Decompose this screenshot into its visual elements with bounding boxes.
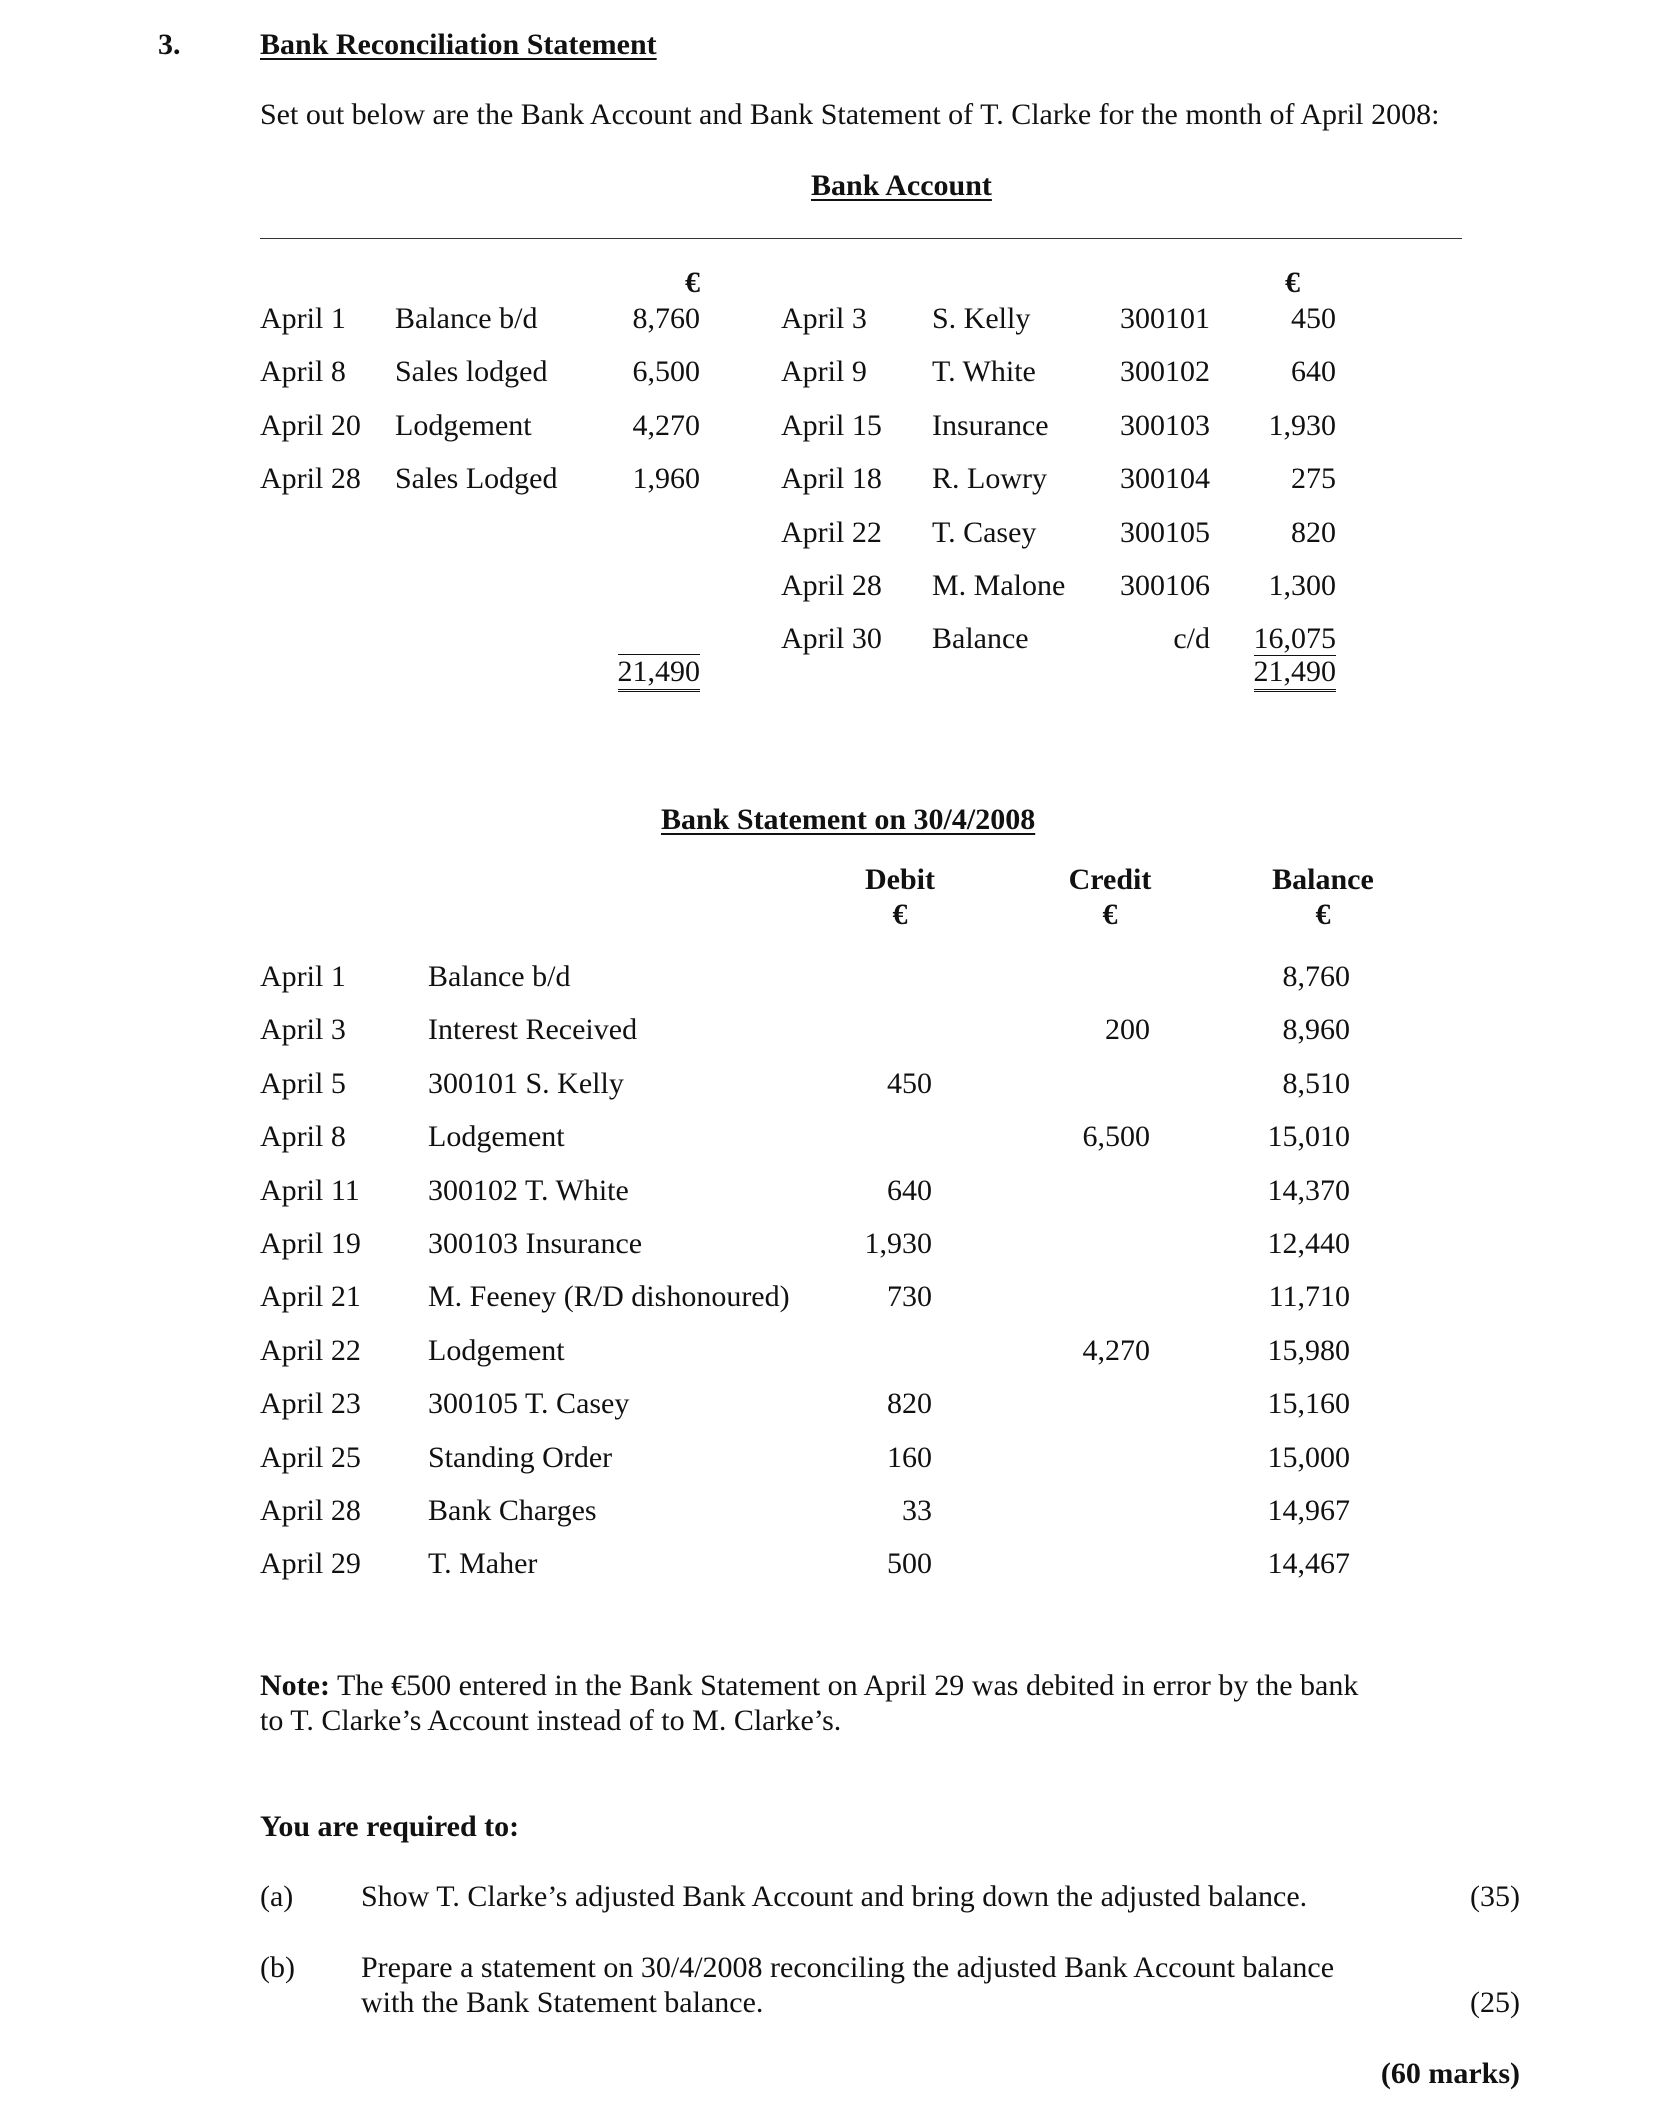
note-label: Note: bbox=[260, 1669, 330, 1702]
statement-date: April 3 bbox=[260, 1013, 346, 1047]
statement-date: April 21 bbox=[260, 1280, 361, 1314]
statement-date: April 8 bbox=[260, 1120, 346, 1154]
statement-details: Lodgement bbox=[428, 1333, 565, 1367]
debit-header: Debit bbox=[865, 863, 935, 896]
debit-total: 21,490 bbox=[600, 657, 700, 687]
credit-ref: 300104 bbox=[1120, 462, 1210, 496]
statement-date: April 22 bbox=[260, 1333, 361, 1367]
requirements-heading: You are required to: bbox=[260, 1810, 520, 1843]
statement-details: Bank Charges bbox=[428, 1494, 597, 1527]
statement-details: Lodgement bbox=[428, 1120, 565, 1154]
credit-details: R. Lowry bbox=[932, 462, 1047, 496]
credit-currency-symbol: € bbox=[1285, 266, 1300, 299]
credit-date: April 30 bbox=[781, 622, 882, 656]
note-text-1: The €500 entered in the Bank Statement on April 29 was debited in error by the bank bbox=[336, 1669, 1359, 1702]
statement-debit: 500 bbox=[887, 1547, 932, 1581]
statement-debit: 160 bbox=[887, 1440, 932, 1474]
requirement-a-text: Show T. Clarke’s adjusted Bank Account and bring down the adjusted balance. bbox=[361, 1880, 1308, 1913]
statement-debit: 1,930 bbox=[864, 1227, 932, 1260]
credit-amount: 640 bbox=[1291, 355, 1336, 389]
debit-amount: 8,760 bbox=[632, 302, 700, 335]
credit-details: T. Casey bbox=[932, 515, 1037, 549]
statement-credit: 6,500 bbox=[1082, 1120, 1150, 1154]
question-number: 3. bbox=[158, 28, 181, 61]
debit-details: Sales Lodged bbox=[395, 462, 558, 496]
credit-ref: 300102 bbox=[1120, 355, 1210, 389]
requirement-a-label: (a) bbox=[260, 1880, 294, 1913]
statement-debit: 640 bbox=[887, 1173, 932, 1207]
statement-date: April 23 bbox=[260, 1387, 361, 1421]
credit-header: Credit bbox=[1068, 863, 1152, 896]
debit-amount: 1,960 bbox=[632, 462, 700, 496]
statement-details: M. Feeney (R/D dishonoured) bbox=[428, 1280, 790, 1314]
credit-date: April 15 bbox=[781, 408, 882, 442]
credit-ref: 300103 bbox=[1120, 408, 1210, 442]
credit-date: April 3 bbox=[781, 302, 867, 335]
debit-date: April 1 bbox=[260, 302, 346, 335]
credit-amount: 450 bbox=[1291, 302, 1336, 335]
bank-statement-title: Bank Statement on 30/4/2008 bbox=[661, 803, 1036, 836]
statement-date: April 29 bbox=[260, 1547, 361, 1581]
debit-amount: 6,500 bbox=[632, 355, 700, 389]
balance-cd-amount: 16,075 bbox=[1253, 622, 1336, 656]
credit-ref: 300106 bbox=[1120, 569, 1210, 602]
statement-date: April 5 bbox=[260, 1066, 346, 1100]
statement-date: April 28 bbox=[260, 1494, 361, 1527]
note-line-1 bbox=[260, 1671, 1358, 1701]
statement-details: 300105 T. Casey bbox=[428, 1387, 630, 1421]
statement-balance: 8,510 bbox=[1282, 1066, 1350, 1100]
requirement-b-text-1: Prepare a statement on 30/4/2008 reconciling the adjusted Bank Account balance bbox=[361, 1951, 1335, 1984]
statement-balance: 8,960 bbox=[1282, 1013, 1350, 1047]
statement-details: 300103 Insurance bbox=[428, 1227, 643, 1260]
debit-currency: € bbox=[892, 898, 908, 931]
debit-currency-symbol: € bbox=[685, 266, 700, 299]
credit-date: April 18 bbox=[781, 462, 882, 496]
requirement-b-marks: (25) bbox=[1470, 1986, 1520, 2019]
intro-text: Set out below are the Bank Account and Bank Statement of T. Clarke for the month of April 2008: bbox=[260, 98, 1440, 131]
statement-balance: 14,370 bbox=[1267, 1173, 1350, 1207]
credit-ref: 300101 bbox=[1120, 302, 1210, 335]
statement-date: April 25 bbox=[260, 1440, 361, 1474]
balance-header: Balance bbox=[1272, 863, 1374, 896]
credit-ref: c/d bbox=[1173, 622, 1210, 656]
statement-details: Interest Received bbox=[428, 1013, 638, 1047]
balance-currency: € bbox=[1315, 898, 1331, 931]
statement-balance: 12,440 bbox=[1267, 1227, 1350, 1260]
statement-balance: 8,760 bbox=[1282, 960, 1350, 993]
credit-amount: 1,300 bbox=[1268, 569, 1336, 602]
statement-date: April 19 bbox=[260, 1227, 361, 1260]
requirement-b-text-2: with the Bank Statement balance. bbox=[361, 1986, 764, 2019]
debit-details: Balance b/d bbox=[395, 302, 538, 335]
credit-ref: 300105 bbox=[1120, 515, 1210, 549]
statement-balance: 15,000 bbox=[1267, 1440, 1350, 1474]
bank-account-top-rule bbox=[260, 238, 1462, 239]
credit-details: S. Kelly bbox=[932, 302, 1031, 335]
credit-amount bbox=[1236, 624, 1336, 654]
statement-date: April 11 bbox=[260, 1173, 360, 1207]
statement-balance: 15,160 bbox=[1267, 1387, 1350, 1421]
debit-date: April 20 bbox=[260, 408, 361, 442]
credit-details: Balance bbox=[932, 622, 1029, 656]
note-line-2: to T. Clarke’s Account instead of to M. Clarke’s. bbox=[260, 1704, 842, 1737]
statement-date: April 1 bbox=[260, 960, 346, 993]
statement-debit: 33 bbox=[902, 1494, 932, 1527]
debit-date: April 28 bbox=[260, 462, 361, 496]
question-title: Bank Reconciliation Statement bbox=[260, 28, 657, 61]
credit-details: Insurance bbox=[932, 408, 1049, 442]
credit-date: April 22 bbox=[781, 515, 882, 549]
statement-credit: 4,270 bbox=[1082, 1333, 1150, 1367]
statement-balance: 14,967 bbox=[1267, 1494, 1350, 1527]
credit-details: T. White bbox=[932, 355, 1036, 389]
statement-balance: 15,980 bbox=[1267, 1333, 1350, 1367]
statement-balance: 11,710 bbox=[1268, 1280, 1350, 1314]
credit-amount: 275 bbox=[1291, 462, 1336, 496]
bank-account-title: Bank Account bbox=[811, 169, 992, 202]
debit-details: Lodgement bbox=[395, 408, 532, 442]
statement-credit: 200 bbox=[1105, 1013, 1150, 1047]
credit-total: 21,490 bbox=[1236, 657, 1336, 687]
statement-debit: 730 bbox=[887, 1280, 932, 1314]
credit-amount: 820 bbox=[1291, 515, 1336, 549]
debit-amount: 4,270 bbox=[632, 408, 700, 442]
credit-amount: 1,930 bbox=[1268, 408, 1336, 442]
total-marks: (60 marks) bbox=[1380, 2057, 1520, 2090]
statement-details: Balance b/d bbox=[428, 960, 571, 993]
credit-currency: € bbox=[1102, 898, 1118, 931]
statement-details: 300102 T. White bbox=[428, 1173, 629, 1207]
statement-balance: 14,467 bbox=[1267, 1547, 1350, 1581]
credit-date: April 28 bbox=[781, 569, 882, 602]
statement-details: T. Maher bbox=[428, 1547, 538, 1581]
credit-date: April 9 bbox=[781, 355, 867, 389]
debit-details: Sales lodged bbox=[395, 355, 548, 389]
requirement-b-label: (b) bbox=[260, 1951, 295, 1984]
statement-details: 300101 S. Kelly bbox=[428, 1066, 624, 1100]
statement-debit: 820 bbox=[887, 1387, 932, 1421]
credit-details: M. Malone bbox=[932, 569, 1066, 602]
requirement-a-marks: (35) bbox=[1470, 1880, 1520, 1913]
debit-date: April 8 bbox=[260, 355, 346, 389]
statement-balance: 15,010 bbox=[1267, 1120, 1350, 1154]
statement-debit: 450 bbox=[887, 1066, 932, 1100]
statement-details: Standing Order bbox=[428, 1440, 613, 1474]
